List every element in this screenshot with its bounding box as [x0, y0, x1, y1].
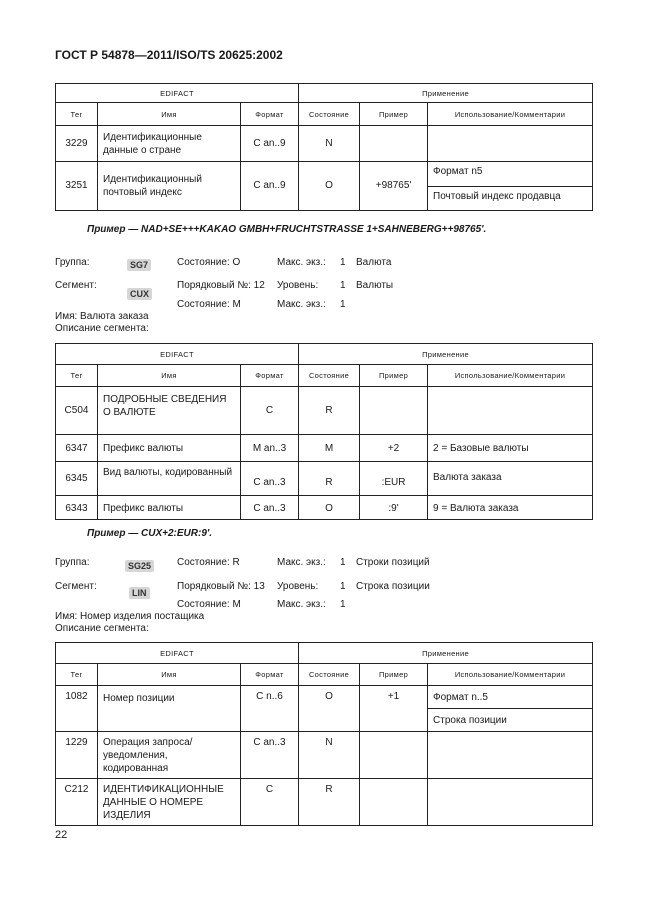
col-format: Формат	[241, 103, 299, 126]
segment-code-badge: LIN	[129, 587, 150, 599]
table-row: 6347 Префикс валюты M an..3 M +2 2 = Базовые валюты	[56, 435, 593, 462]
table-row: 3229 Идентификационные данные о стране C an..9 N	[56, 126, 593, 162]
table-nad-fields	[55, 83, 593, 211]
page-number: 22	[55, 829, 68, 841]
table-row: 1082 Номер позиции C n..6 O +1 Формат n..5 Строка позиции	[56, 686, 593, 732]
col-example: Пример	[360, 103, 428, 126]
col-edifact: EDIFACT	[56, 84, 299, 103]
example-cux: Пример — CUX+2:EUR:9'.	[87, 528, 213, 539]
table-row: C212 ИДЕНТИФИКАЦИОННЫЕ ДАННЫЕ О НОМЕРЕ ИЗДЕЛИЯ C R	[56, 779, 593, 826]
segment-code-badge: CUX	[127, 288, 152, 300]
group-code-badge: SG7	[127, 259, 151, 271]
table-row: C504 ПОДРОБНЫЕ СВЕДЕНИЯ О ВАЛЮТЕ C R	[56, 387, 593, 435]
col-usage: Использование/Комментарии	[428, 103, 593, 126]
table-lin-fields: EDIFACT Применение Тег Имя Формат Состояние Пример Использование/Комментарии 1082 Номер позиции C n..6 O +1 Формат n..5 Строка позиции 1229 Операция запроса/ уведомления, кодированная C an..3 N C212 ИДЕНТИФИКАЦИОННЫЕ ДАННЫЕ О НОМЕРЕ ИЗДЕЛИЯ C R	[55, 642, 593, 826]
table-row: 6345 Вид валюты, кодированный C an..3 R :EUR Валюта заказа	[56, 462, 593, 496]
col-name: Имя	[98, 103, 241, 126]
table-cux-fields: EDIFACT Применение Тег Имя Формат Состояние Пример Использование/Комментарии C504 ПОДРОБНЫЕ СВЕДЕНИЯ О ВАЛЮТЕ C R 6347 Префикс валюты M an..3 M +2 2 = Базовые валюты 6345 Вид валюты, кодированный C an..3 R :EUR Валюта заказа 6343 Префикс валюты C an..3 O :9' 9 = Валюта заказа	[55, 343, 593, 520]
col-status: Состояние	[299, 103, 360, 126]
table-row: 6343 Префикс валюты C an..3 O :9' 9 = Валюта заказа	[56, 496, 593, 520]
col-application: Применение	[299, 84, 593, 103]
group-code-badge: SG25	[125, 560, 154, 572]
table-row: 3251 Идентификационный почтовый индекс C an..9 O +98765' Формат n5 Почтовый индекс продавца	[56, 162, 593, 211]
example-nad: Пример — NAD+SE+++KAKAO GMBH+FRUCHTSTRASSE 1+SAHNEBERG++98765'.	[87, 224, 487, 235]
document-header: ГОСТ Р 54878—2011/ISO/TS 20625:2002	[55, 48, 283, 62]
table-row: 1229 Операция запроса/ уведомления, кодированная C an..3 N	[56, 732, 593, 779]
col-tag: Тег	[56, 103, 98, 126]
